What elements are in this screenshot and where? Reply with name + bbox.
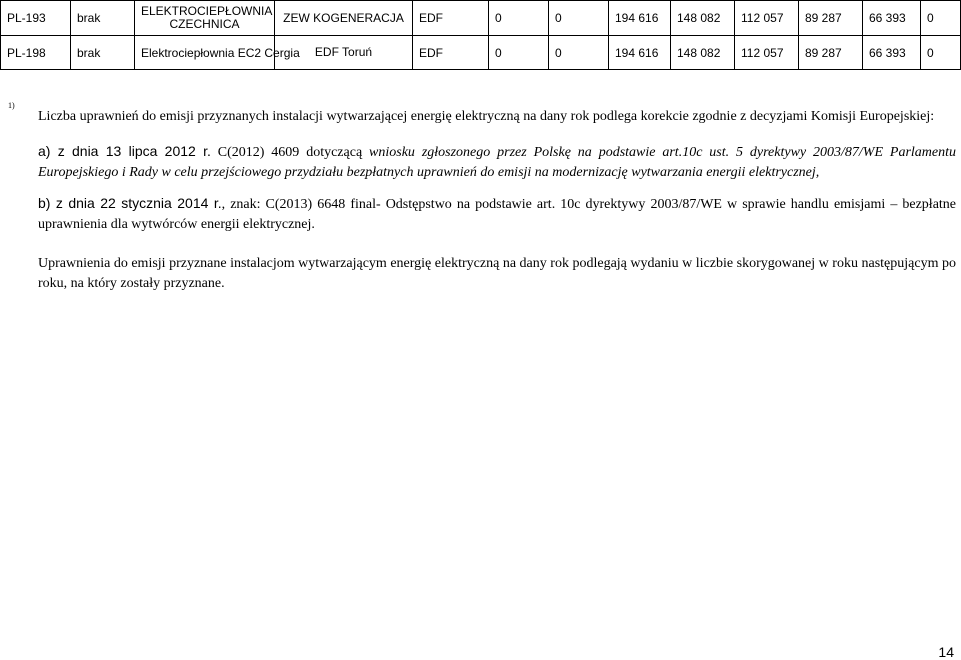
operator-name: ZEW KOGENERACJA bbox=[275, 1, 413, 36]
allocation-value: 0 bbox=[549, 36, 609, 70]
item-a-text: wniosku zgłoszonego przez Polskę na podstawie art.10c ust. 5 dyrektywy 2003/87/WE Parlamentu Europejskiego i Rady w celu przejściowego przydziału bezpłatnych uprawnień do emisji na modernizację wytwarzania energii elektrycznej, bbox=[38, 145, 956, 180]
allocation-value: 0 bbox=[921, 1, 961, 36]
allocation-value: 112 057 bbox=[735, 1, 799, 36]
installation-name: ELEKTROCIEPŁOWNIA CZECHNICA bbox=[135, 1, 275, 36]
installation-id: PL-198 bbox=[1, 36, 71, 70]
table-row bbox=[1, 36, 961, 70]
correction-note: Uprawnienia do emisji przyznane instalacjom wytwarzającym energię elektryczną na dany rok podlegają wydaniu w liczbie skorygowanej w roku następującym po roku, na który zostały przyznane. bbox=[38, 256, 956, 291]
footnote-body bbox=[38, 107, 956, 294]
allocation-value: 148 082 bbox=[671, 36, 735, 70]
allocation-value: 148 082 bbox=[671, 1, 735, 36]
installation-status: brak bbox=[71, 36, 135, 70]
allocation-table bbox=[0, 0, 961, 70]
allocation-value: 89 287 bbox=[799, 1, 863, 36]
allocation-value: 0 bbox=[549, 1, 609, 36]
allocation-value: 0 bbox=[489, 1, 549, 36]
item-a-label: a) z dnia 13 lipca 2012 r. bbox=[38, 143, 211, 159]
group-name: EDF bbox=[413, 36, 489, 70]
allocation-value: 66 393 bbox=[863, 36, 921, 70]
allocation-value: 112 057 bbox=[735, 36, 799, 70]
installation-status: brak bbox=[71, 1, 135, 36]
item-b-label: b) z dnia 22 stycznia 2014 r. bbox=[38, 195, 222, 211]
table-row bbox=[1, 1, 961, 36]
operator-name: EDF Toruń bbox=[275, 36, 413, 70]
footnote-marker: 1) bbox=[8, 101, 15, 110]
group-name: EDF bbox=[413, 1, 489, 36]
footnote-text: Liczba uprawnień do emisji przyznanych instalacji wytwarzającej energię elektryczną na dany rok podlega korekcie zgodnie z decyzjami Komisji Europejskiej: bbox=[38, 109, 935, 124]
footnote-item-b bbox=[38, 193, 956, 235]
footnote-item-a bbox=[38, 141, 956, 183]
installation-name: Elektrociepłownia EC2 Cergia bbox=[135, 36, 275, 70]
allocation-value: 66 393 bbox=[863, 1, 921, 36]
footnote-section bbox=[8, 101, 956, 294]
allocation-value: 194 616 bbox=[609, 36, 671, 70]
item-a-ref: C(2012) 4609 dotyczącą bbox=[210, 145, 370, 160]
installation-id: PL-193 bbox=[1, 1, 71, 36]
allocation-value: 0 bbox=[921, 36, 961, 70]
allocation-value: 194 616 bbox=[609, 1, 671, 36]
allocation-value: 0 bbox=[489, 36, 549, 70]
page-number: 14 bbox=[938, 644, 954, 660]
item-b-text: , znak: C(2013) 6648 final- Odstępstwo na podstawie art. 10c dyrektywy 2003/87/WE w sprawie handlu emisjami – bezpłatne uprawnienia dla wytwórców energii elektrycznej. bbox=[38, 197, 957, 232]
allocation-value: 89 287 bbox=[799, 36, 863, 70]
